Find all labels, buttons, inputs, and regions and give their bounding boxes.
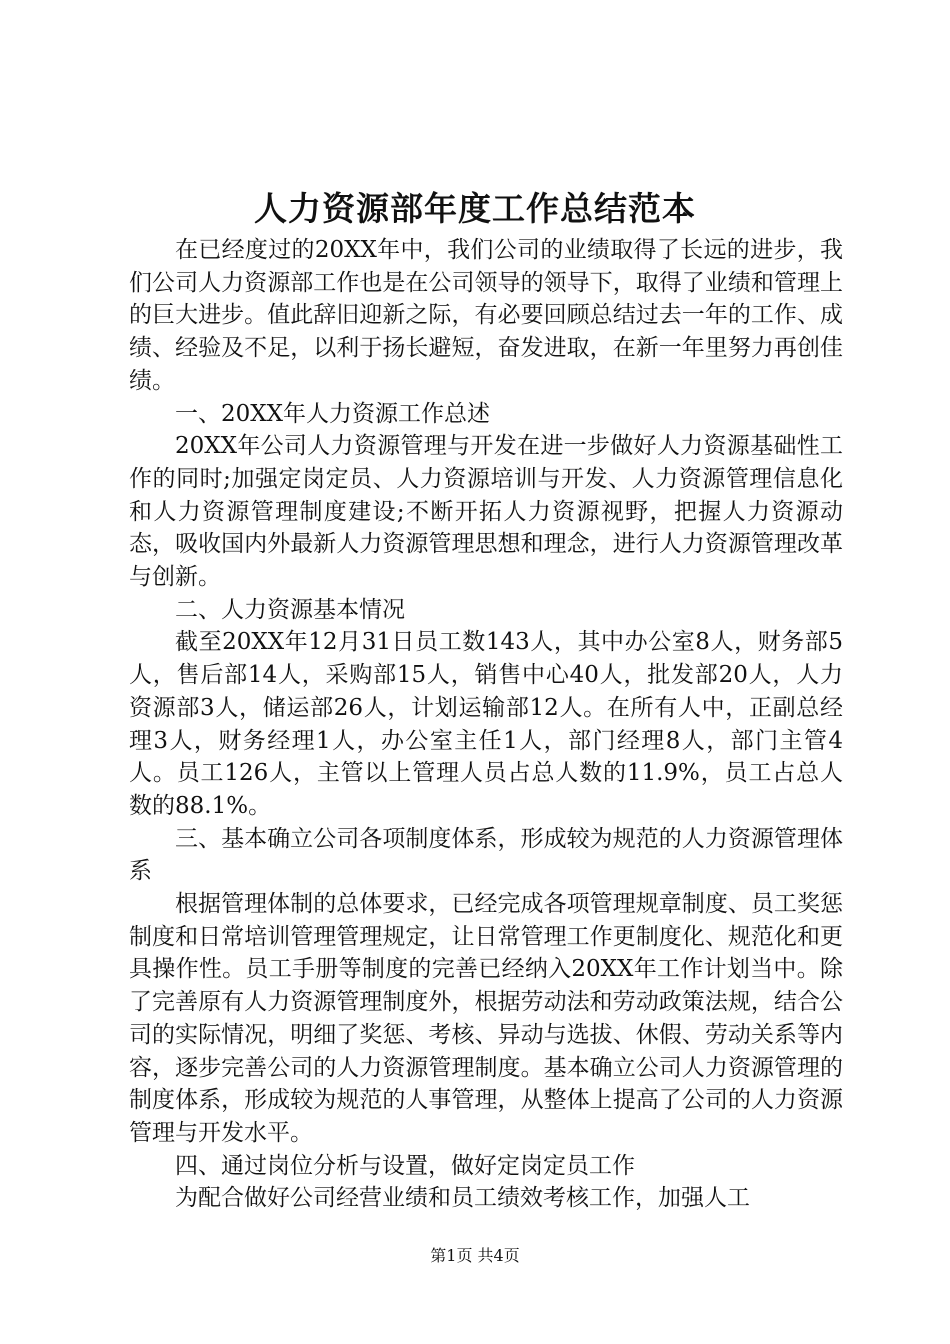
paragraph-overview: 20XX年公司人力资源管理与开发在进一步做好人力资源基础性工作的同时;加强定岗定员、人力资源培训与开发、人力资源管理信息化和人力资源管理制度建设;不断开拓人力资源视野，把握人力资源动态，吸收国内外最新人力资源管理思想和理念，进行人力资源管理改革与创新。 bbox=[129, 433, 843, 591]
document-body bbox=[129, 234, 843, 1215]
section-heading-4: 四、通过岗位分析与设置，做好定岗定员工作 bbox=[175, 1152, 635, 1179]
page-footer: 第1页 共4页 bbox=[430, 1246, 520, 1265]
paragraph-positions: 为配合做好公司经营业绩和员工绩效考核工作，加强人工 bbox=[175, 1185, 750, 1212]
document-title: 人力资源部年度工作总结范本 bbox=[254, 189, 696, 228]
section-heading-2: 二、人力资源基本情况 bbox=[175, 596, 405, 623]
section-heading-1: 一、20XX年人力资源工作总述 bbox=[175, 400, 491, 427]
paragraph-staff-stats: 截至20XX年12月31日员工数143人，其中办公室8人，财务部5人，售后部14人，采购部15人，销售中心40人，批发部20人，人力资源部3人，储运部26人，计划运输部12人。在所有人中，正副总经理3人，财务经理1人，办公室主任1人，部门经理8人，部门主管4人。员工126人，主管以上管理人员占总人数的11.9%，员工占总人数的88.1%。 bbox=[129, 629, 843, 819]
paragraph-intro: 在已经度过的20XX年中，我们公司的业绩取得了长远的进步，我们公司人力资源部工作也是在公司领导的领导下，取得了业绩和管理上的巨大进步。值此辞旧迎新之际，有必要回顾总结过去一年的工作、成绩、经验及不足，以利于扬长避短，奋发进取，在新一年里努力再创佳绩。 bbox=[129, 237, 843, 394]
section-heading-3: 三、基本确立公司各项制度体系，形成较为规范的人力资源管理体系 bbox=[129, 825, 843, 885]
paragraph-system: 根据管理体制的总体要求，已经完成各项管理规章制度、员工奖惩制度和日常培训管理管理规定，让日常管理工作更制度化、规范化和更具操作性。员工手册等制度的完善已经纳入20XX年工作计划当中。除了完善原有人力资源管理制度外，根据劳动法和劳动政策法规，结合公司的实际情况，明细了奖惩、考核、异动与选拔、休假、劳动关系等内容，逐步完善公司的人力资源管理制度。基本确立公司人力资源管理的制度体系，形成较为规范的人事管理，从整体上提高了公司的人力资源管理与开发水平。 bbox=[129, 891, 843, 1146]
